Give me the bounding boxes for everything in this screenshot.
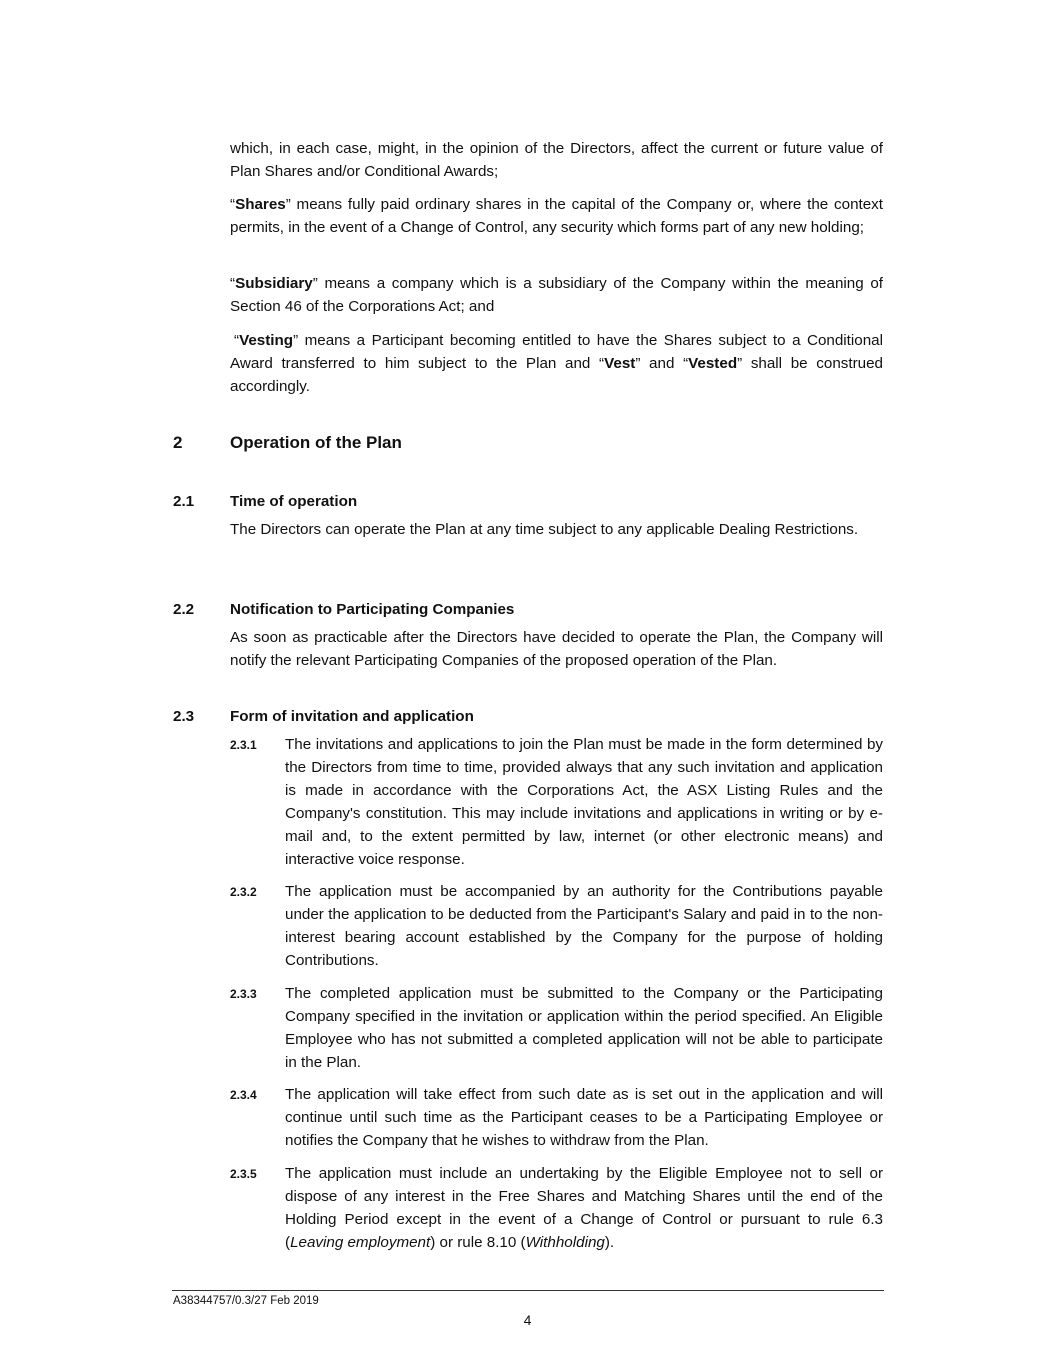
clause-text: The invitations and applications to join the Plan must be made in the form determined by the Directors from time to time, provided always that any such invitation and application is made in accordance with the Corporations Act, the ASX Listing Rules and the Company's constitution. This may include invitations and applications in writing or by e-mail and, to the extent permitted by law, internet (or other electronic means) and interactive voice response. [285, 736, 883, 868]
clause-text-part: ). [604, 1234, 615, 1251]
clause-text-part: ) or rule 8.10 ( [430, 1234, 526, 1251]
clause-text [285, 1162, 883, 1254]
definition-shares [230, 193, 883, 239]
page-number: 4 [523, 1312, 532, 1328]
clause-number: 2.3.2 [230, 885, 257, 899]
section-number: 2 [173, 433, 183, 452]
subsection-number: 2.3 [173, 708, 195, 725]
definition-vesting-text: ” shall be construed accordingly. [230, 355, 883, 395]
definition-vesting-text: ” means a Participant becoming entitled to have the Shares subject to a Conditional Award transferred to him subject to the Plan and “ [230, 332, 883, 372]
definition-shares-text: ” means fully paid ordinary shares in the capital of the Company or, where the context permits, in the event of a Change of Control, any security which forms part of any new holding; [230, 196, 883, 236]
subsection-body: As soon as practicable after the Directors have decided to operate the Plan, the Company will notify the relevant Participating Companies of the proposed operation of the Plan. [230, 629, 883, 669]
clause-text: The application will take effect from such date as is set out in the application and will continue until such time as the Participant ceases to be a Participating Employee or notifies the Company that he wishes to withdraw from the Plan. [285, 1086, 883, 1149]
definition-subsidiary [230, 272, 883, 318]
defined-term-vesting: Vesting [239, 332, 294, 349]
defined-term-vested: Vested [688, 355, 738, 372]
definition-vesting-text: ” and “ [635, 355, 689, 372]
definition-vesting [230, 329, 883, 398]
quote-mark: “ [230, 275, 236, 292]
clause-text-part: The application must include an undertaking by the Eligible Employee not to sell or dispose of any interest in the Free Shares and Matching Shares until the end of the Holding Period except in the event of a Change of Control or pursuant to rule 6.3 ( [285, 1165, 883, 1251]
subsection-number: 2.2 [173, 601, 195, 618]
clause-number: 2.3.4 [230, 1088, 257, 1102]
clause-number: 2.3.1 [230, 738, 257, 752]
subsection-body: The Directors can operate the Plan at any time subject to any applicable Dealing Restrictions. [230, 521, 859, 538]
subsection-title: Time of operation [230, 493, 358, 510]
subsection-title: Notification to Participating Companies [230, 601, 515, 618]
clause-number: 2.3.5 [230, 1167, 257, 1181]
clause-number: 2.3.3 [230, 987, 257, 1001]
subsection-title: Form of invitation and application [230, 708, 474, 725]
rule-reference-leaving-employment: Leaving employment [290, 1234, 431, 1251]
defined-term-shares: Shares [235, 196, 286, 213]
clause-text: The application must be accompanied by an authority for the Contributions payable under the application to be deducted from the Participant's Salary and paid in to the non-interest bearing account established by the Company for the purpose of holding Contributions. [285, 883, 883, 969]
subsection-number: 2.1 [173, 493, 195, 510]
quote-mark: “ [230, 196, 236, 213]
defined-term-subsidiary: Subsidiary [235, 275, 313, 292]
quote-mark: “ [234, 332, 240, 349]
defined-term-vest: Vest [604, 355, 636, 372]
document-reference: A38344757/0.3/27 Feb 2019 [173, 1295, 319, 1307]
clause-text: The completed application must be submitted to the Company or the Participating Company specified in the invitation or application within the period specified. An Eligible Employee who has not submitted a completed application will not be able to participate in the Plan. [285, 985, 883, 1071]
rule-reference-withholding: Withholding [525, 1234, 605, 1251]
section-title: Operation of the Plan [230, 433, 402, 452]
footer-divider [172, 1290, 884, 1291]
definition-subsidiary-text: ” means a company which is a subsidiary of the Company within the meaning of Section 46 of the Corporations Act; and [230, 275, 883, 315]
definition-continuation: which, in each case, might, in the opinion of the Directors, affect the current or future value of Plan Shares and/or Conditional Awards; [230, 140, 883, 180]
